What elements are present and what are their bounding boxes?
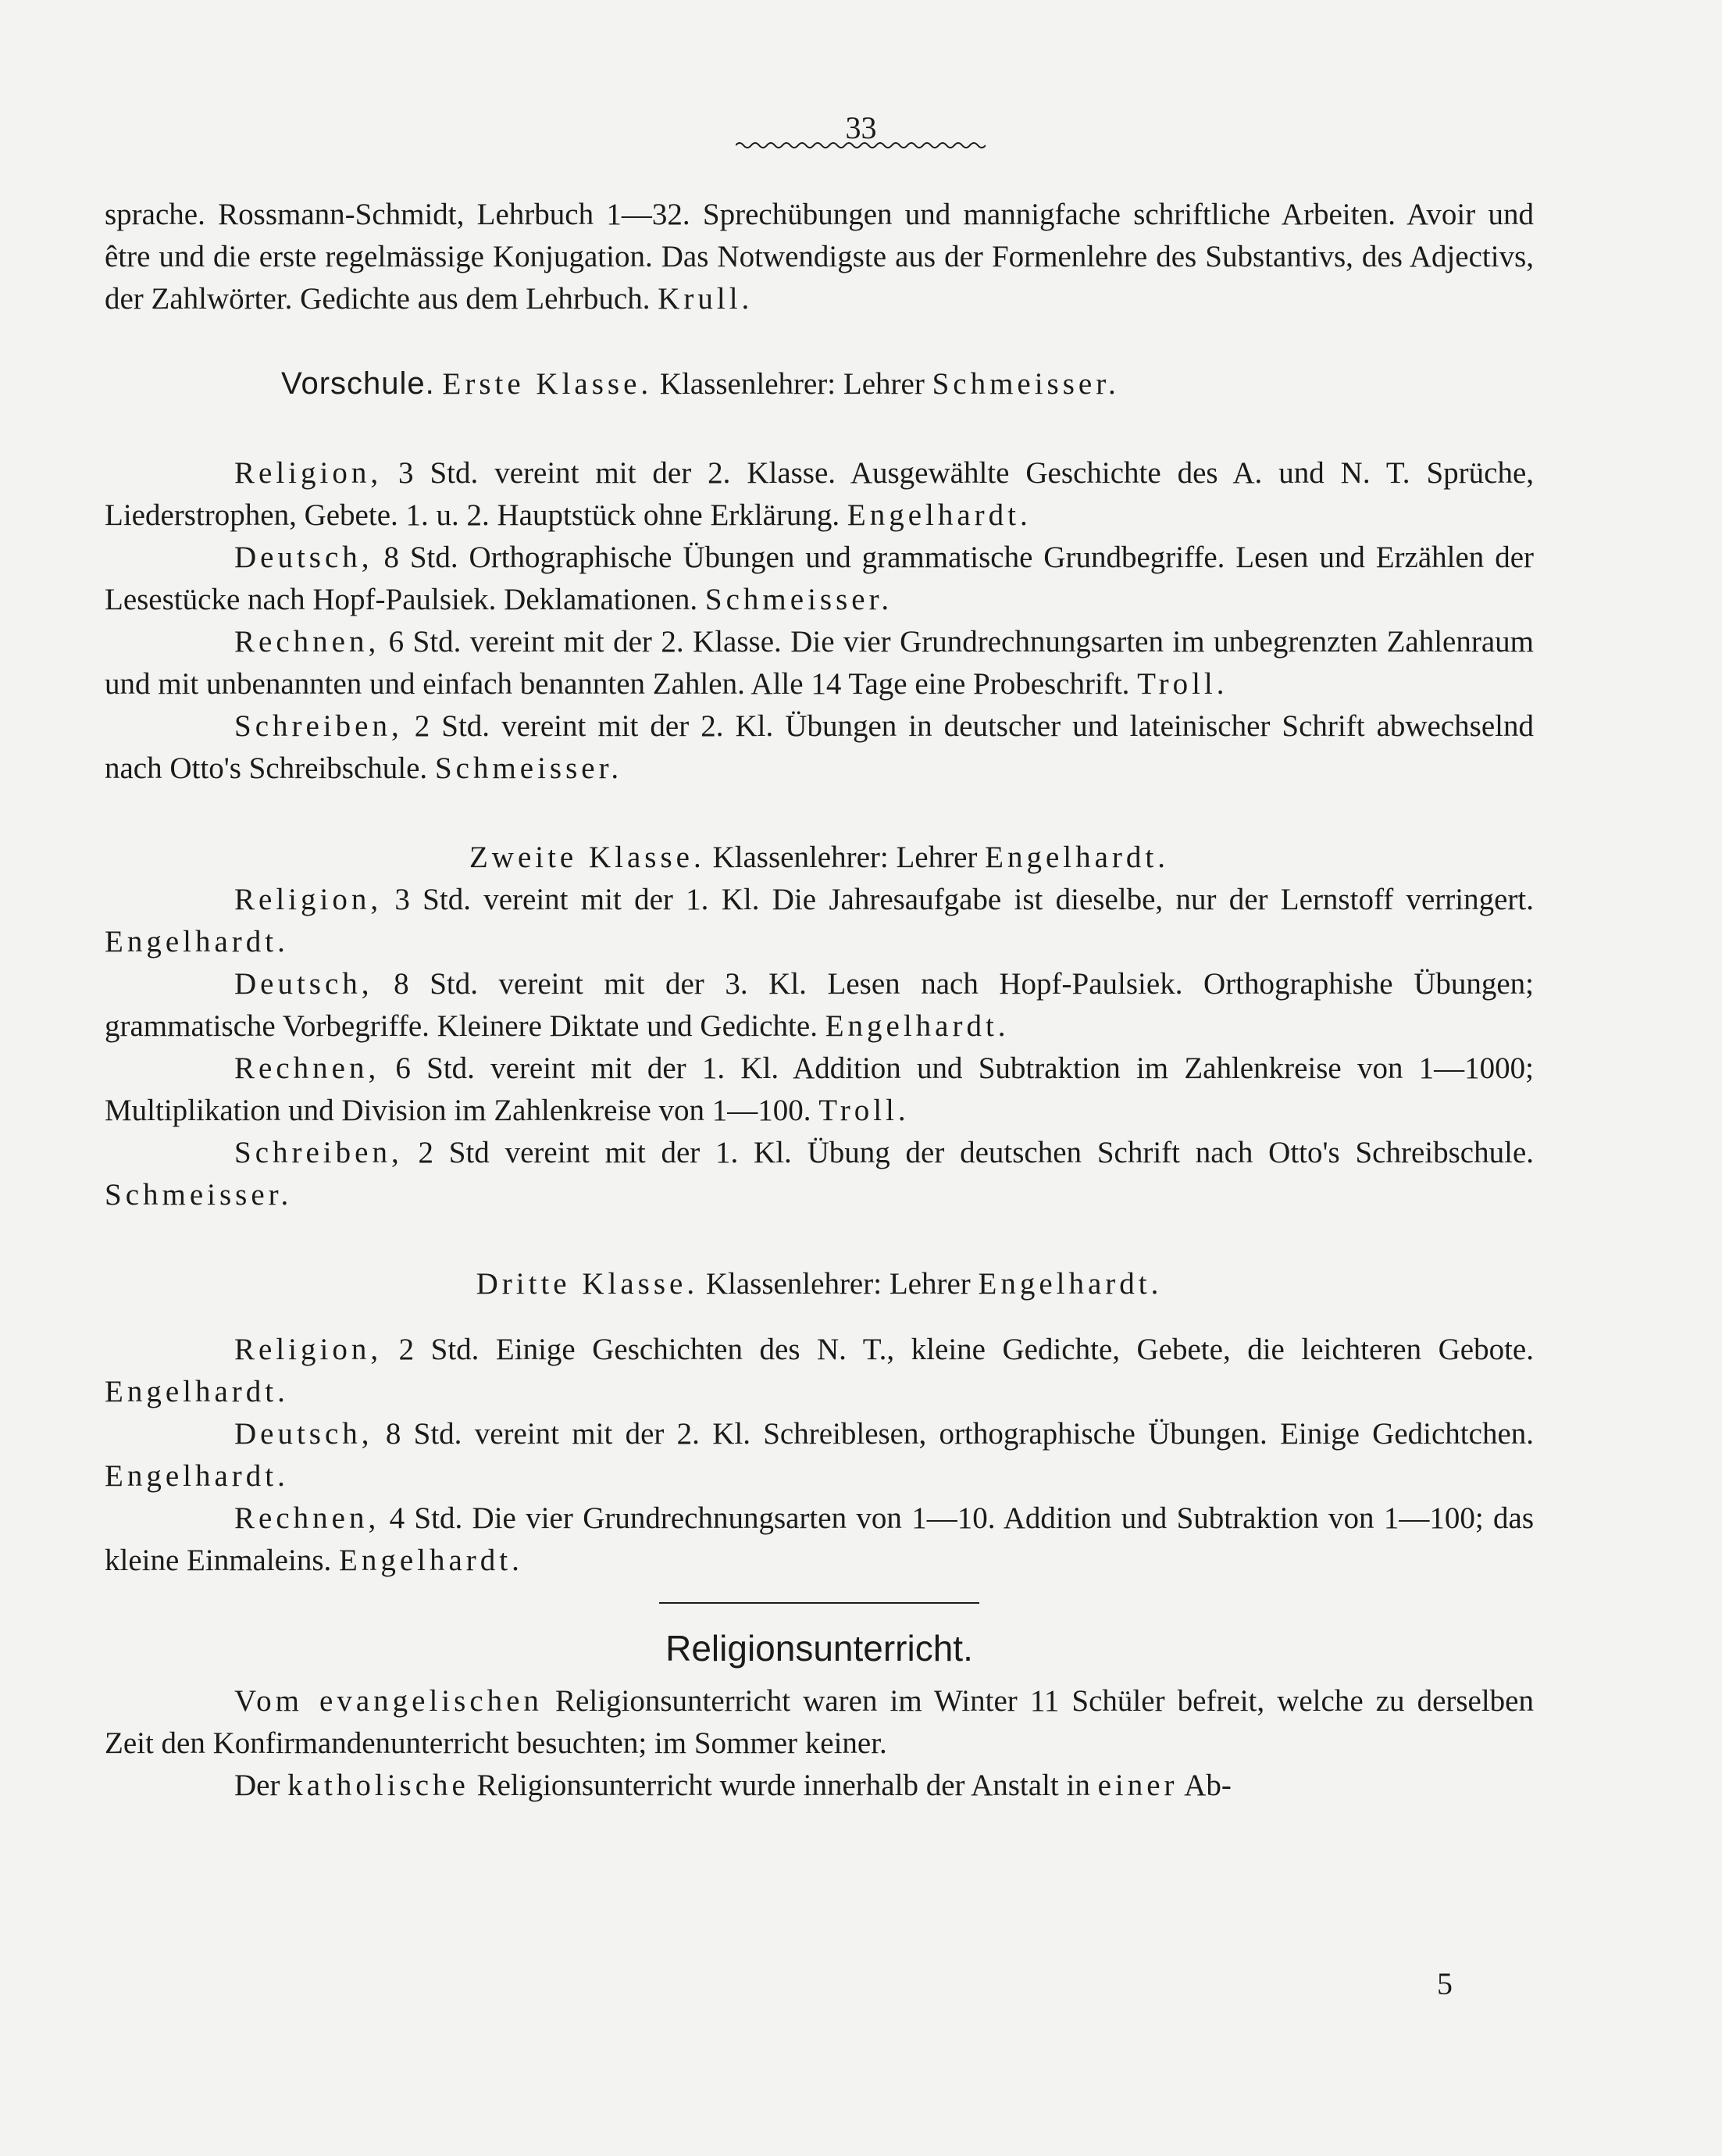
erste-schreiben: Schreiben, 2 Std. vereint mit der 2. Kl. Übungen in deutscher und lateinischer Schrift abwechselnd nach Otto's Schreibschule. Schmeisser. [105,709,1534,785]
section-heading: Religionsunterricht. [665,1628,973,1669]
vorschule-title: Vorschule. [281,366,435,401]
intro-paragraph: sprache. Rossmann-Schmidt, Lehrbuch 1—32. Sprechübungen und mannigfache schriftliche Arbeiten. Avoir und être und die erste regelmässige Konjugation. Das Notwendigste aus der Formenlehre des Substantivs, des Adjectivs, der Zahlwörter. Gedichte aus dem Lehrbuch. Krull. [105,198,1534,316]
erste-rechnen: Rechnen, 6 Std. vereint mit der 2. Klasse. Die vier Grundrechnungsarten im unbegrenzten Zahlenraum und mit unbenannten und einfach benannten Zahlen. Alle 14 Tage eine Probeschrift. Troll. [105,625,1534,701]
dritte-deutsch: Deutsch, 8 Std. vereint mit der 2. Kl. Schreiblesen, orthographische Übungen. Einige Gedichtchen. Engelhardt. [105,1417,1535,1493]
zweite-rechnen: Rechnen, 6 Std. vereint mit der 1. Kl. Addition und Subtraktion im Zahlenkreise von 1—1000; Multiplikation und Division im Zahlenkreise von 1—100. Troll. [105,1051,1534,1127]
erste-religion: Religion, 3 Std. vereint mit der 2. Klasse. Ausgewählte Geschichte des A. und N. T. Sprüche, Liederstrophen, Gebete. 1. u. 2. Hauptstück ohne Erklärung. Engelhardt. [105,456,1534,532]
dritte-rechnen: Rechnen, 4 Std. Die vier Grundrechnungsarten von 1—10. Addition und Subtraktion von 1—100; das kleine Einmaleins. Engelhardt. [105,1501,1535,1577]
erste-deutsch: Deutsch, 8 Std. Orthographische Übungen und grammatische Grundbegriffe. Lesen und Erzählen der Lesestücke nach Hopf-Paulsiek. Deklamationen. Schmeisser. [105,541,1534,616]
page-number: 33 [845,110,877,145]
vorschule-header: Vorschule. Erste Klasse. Klassenlehrer: Lehrer Schmeisser. [281,366,1120,401]
zweite-schreiben: Schreiben, 2 Std vereint mit der 1. Kl. Übung der deutschen Schrift nach Otto's Schreibschule. Schmeisser. [105,1136,1535,1212]
religion-paragraph-1: Vom evangelischen Religionsunterricht waren im Winter 11 Schüler befreit, welche zu derselben Zeit den Konfirmandenunterricht besuchten; im Sommer keiner. [105,1684,1534,1760]
religion-paragraph-2: Der katholische Religionsunterricht wurde innerhalb der Anstalt in einer Ab- [234,1769,1232,1802]
section-divider [659,1602,979,1604]
ornament-wave-icon [736,139,986,152]
zweite-deutsch: Deutsch, 8 Std. vereint mit der 3. Kl. Lesen nach Hopf-Paulsiek. Orthographishe Übungen; grammatische Vorbegriffe. Kleinere Diktate und Gedichte. Engelhardt. [105,967,1535,1043]
signature-mark: 5 [1437,1966,1453,2001]
zweite-religion: Religion, 3 Std. vereint mit der 1. Kl. Die Jahresaufgabe ist dieselbe, nur der Lernstoff verringert. Engelhardt. [105,883,1535,958]
body-text [105,194,1534,1807]
zweite-klasse-header: Zweite Klasse. Klassenlehrer: Lehrer Engelhardt. [469,841,1170,874]
dritte-religion: Religion, 2 Std. Einige Geschichten des N. T., kleine Gedichte, Gebete, die leichteren Gebote. Engelhardt. [105,1333,1534,1408]
dritte-klasse-header: Dritte Klasse. Klassenlehrer: Lehrer Engelhardt. [476,1267,1163,1301]
